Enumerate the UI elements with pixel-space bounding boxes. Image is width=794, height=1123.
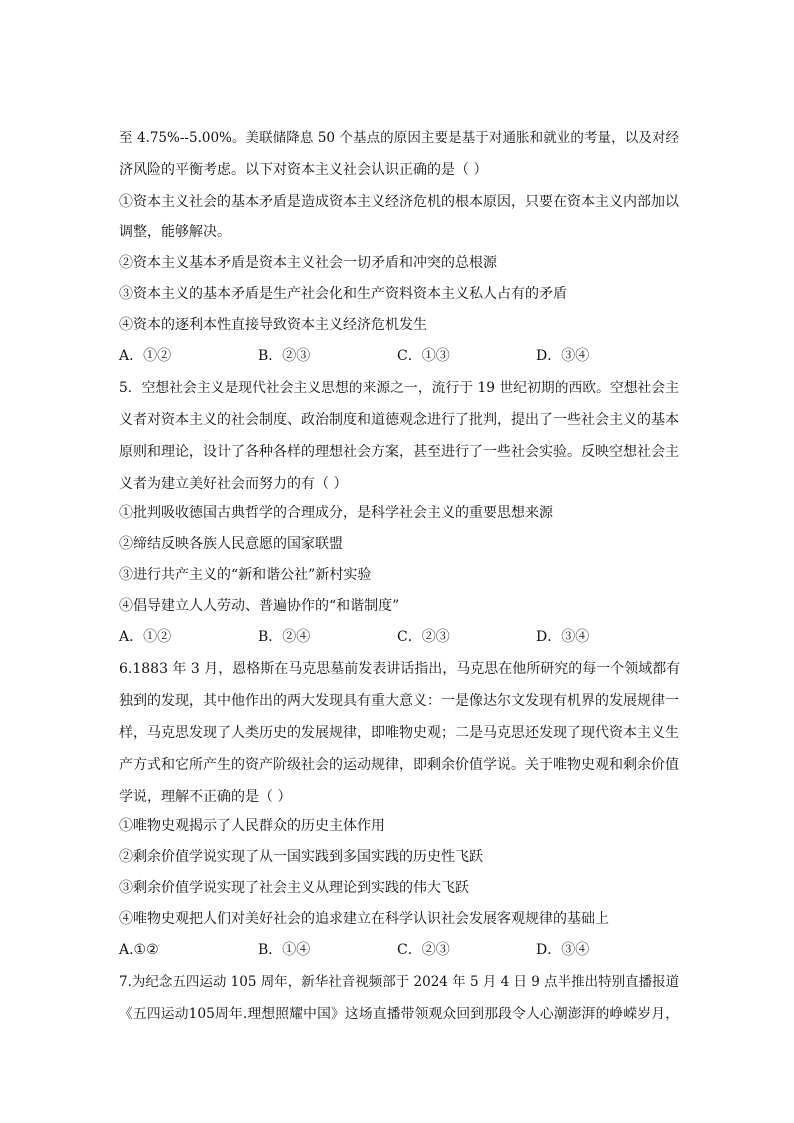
q4-statement-1-line-2: 调整，能够解决。 [119, 224, 231, 240]
q4-option-c: C．①③ [397, 348, 450, 364]
q4-option-a: A．①② [119, 348, 172, 364]
q4-option-d: D．③④ [536, 348, 590, 364]
q6-stem-line-2: 独到的发现，其中他作出的两大发现具有重大意义：一是像达尔文发现有机界的发展规律一 [119, 693, 679, 709]
q6-statement-2: ②剩余价值学说实现了从一国实践到多国实践的历史性飞跃 [119, 849, 483, 865]
q6-stem-line-4: 产方式和它所产生的资产阶级社会的运动规律，即剩余价值学说。关于唯物史观和剩余价值 [119, 757, 679, 773]
q5-stem-line-1: 5．空想社会主义是现代社会主义思想的来源之一，流行于 19 世纪初期的西欧。空想社会主 [119, 380, 679, 396]
q7-stem-line-2: 《五四运动105周年.理想照耀中国》这场直播带领观众回到那段令人心潮澎湃的峥嵘岁月， [119, 1006, 679, 1022]
q7-stem-line-1: 7.为纪念五四运动 105 周年，新华社音视频部于 2024 年 5 月 4 日 9 点半推出特别直播报道 [119, 974, 680, 990]
q4-stem-line-2: 济风险的平衡考虑。以下对资本主义社会认识正确的是（ ） [119, 162, 488, 178]
q5-option-b: B．②④ [258, 629, 311, 645]
q4-statement-1-line-1: ①资本主义社会的基本矛盾是造成资本主义经济危机的根本原因，只要在资本主义内部加以 [119, 194, 679, 210]
q5-option-c: C．②③ [397, 629, 450, 645]
q5-option-d: D．③④ [536, 629, 590, 645]
q6-statement-1: ①唯物史观揭示了人民群众的历史主体作用 [119, 818, 385, 834]
q6-stem-line-3: 样，马克思发现了人类历史的发展规律，即唯物史观；二是马克思还发现了现代资本主义生 [119, 725, 679, 741]
q5-statement-3: ③进行共产主义的“新和谐公社”新村实验 [119, 567, 372, 583]
q6-statement-3: ③剩余价值学说实现了社会主义从理论到实践的伟大飞跃 [119, 880, 469, 896]
q5-statement-2: ②缔结反映各族人民意愿的国家联盟 [119, 536, 343, 552]
q5-option-a: A．①② [119, 629, 172, 645]
q5-statement-1: ①批判吸收德国古典哲学的合理成分，是科学社会主义的重要思想来源 [119, 505, 553, 521]
q5-stem-line-3: 原则和理论，设计了各种各样的理想社会方案，甚至进行了一些社会实验。反映空想社会主 [119, 444, 679, 460]
q6-option-c: C．②③ [397, 942, 450, 958]
q5-stem-line-2: 义者对资本主义的社会制度、政治制度和道德观念进行了批判，提出了一些社会主义的基本 [119, 412, 679, 428]
q6-stem-line-1: 6.1883 年 3 月，恩格斯在马克思墓前发表讲话指出，马克思在他所研究的每一个领域都有 [119, 661, 681, 677]
q6-option-a: A.①② [119, 942, 159, 958]
q4-statement-2: ②资本主义基本矛盾是资本主义社会一切矛盾和冲突的总根源 [119, 255, 497, 271]
q6-statement-4: ④唯物史观把人们对美好社会的追求建立在科学认识社会发展客观规律的基础上 [119, 911, 609, 927]
q4-statement-3: ③资本主义的基本矛盾是生产社会化和生产资料资本主义私人占有的矛盾 [119, 286, 567, 302]
q4-option-b: B．②③ [258, 348, 311, 364]
q5-stem-line-4: 义者为建立美好社会而努力的有（ ） [119, 476, 348, 492]
q4-statement-4: ④资本的逐利本性直接导致资本主义经济危机发生 [119, 317, 427, 333]
q6-option-d: D．③④ [536, 942, 590, 958]
q6-stem-line-5: 学说，理解不正确的是（ ） [119, 789, 292, 805]
q4-stem-line-1: 至 4.75%--5.00%。美联储降息 50 个基点的原因主要是基于对通胀和就业的考量，以及对经 [119, 130, 679, 146]
q5-statement-4: ④倡导建立人人劳动、普遍协作的“和谐制度” [119, 598, 400, 614]
q6-option-b: B．①④ [258, 942, 311, 958]
